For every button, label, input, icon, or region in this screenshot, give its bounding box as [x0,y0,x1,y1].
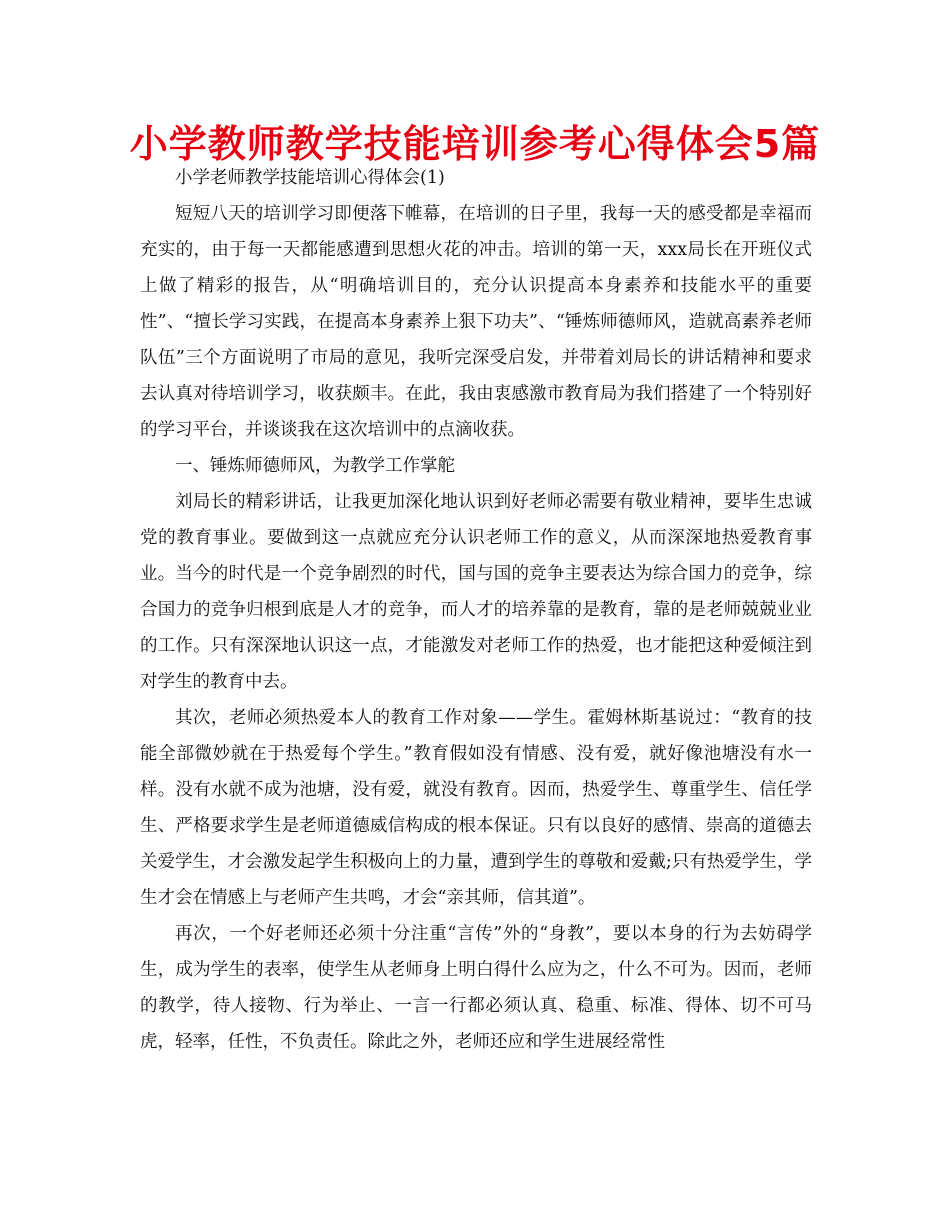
paragraph: 刘局长的精彩讲话，让我更加深化地认识到好老师必需要有敬业精神，要毕生忠诚党的教育事业。要做到这一点就应充分认识老师工作的意义，从而深深地热爱教育事业。当今的时代是一个竞争剧烈的时代，国与国的竞争主要表达为综合国力的竞争，综合国力的竞争归根到底是人才的竞争，而人才的培养靠的是教育，靠的是老师兢兢业业的工作。只有深深地认识这一点，才能激发对老师工作的热爱，也才能把这种爱倾注到对学生的教育中去。 [140,492,812,692]
paragraph: 短短八天的培训学习即便落下帷幕，在培训的日子里，我每一天的感受都是幸福而充实的，由于每一天都能感遭到思想火花的冲击。培训的第一天，xxx局长在开班仪式上做了精彩的报告，从“明确培训目的，充分认识提高本身素养和技能水平的重要性”、“擅长学习实践，在提高本身素养上狠下功夫”、“锤炼师德师风，造就高素养老师队伍”三个方面说明了市局的意见，我听完深受启发，并带着刘局长的讲话精神和要求去认真对待培训学习，收获颇丰。在此，我由衷感激市教育局为我们搭建了一个特别好的学习平台，并谈谈我在这次培训中的点滴收获。 [140,204,812,440]
document-body [140,160,812,1060]
document-title: 小学教师教学技能培训参考心得体会5篇 [129,122,821,166]
paragraph: 其次，老师必须热爱本人的教育工作对象——学生。霍姆林斯基说过：“教育的技能全部微妙就在于热爱每个学生。”教育假如没有情感、没有爱，就好像池塘没有水一样。没有水就不成为池塘，没有爱，就没有教育。因而，热爱学生、尊重学生、信任学生、严格要求学生是老师道德威信构成的根本保证。只有以良好的感情、崇高的道德去关爱学生，才会激发起学生积极向上的力量，遭到学生的尊敬和爱戴;只有热爱学生，学生才会在情感上与老师产生共鸣，才会“亲其师，信其道”。 [140,708,812,908]
document-subtitle: 小学老师教学技能培训心得体会(1) [175,168,445,188]
section-heading: 一、锤炼师德师风，为教学工作掌舵 [175,456,455,476]
paragraph: 再次，一个好老师还必须十分注重“言传”外的“身教”，要以本身的行为去妨碍学生，成为学生的表率，使学生从老师身上明白得什么应为之，什么不可为。因而，老师的教学，待人接物、行为举止、一言一行都必须认真、稳重、标准、得体、切不可马虎，轻率，任性，不负责任。除此之外，老师还应和学生进展经常性 [140,924,812,1052]
